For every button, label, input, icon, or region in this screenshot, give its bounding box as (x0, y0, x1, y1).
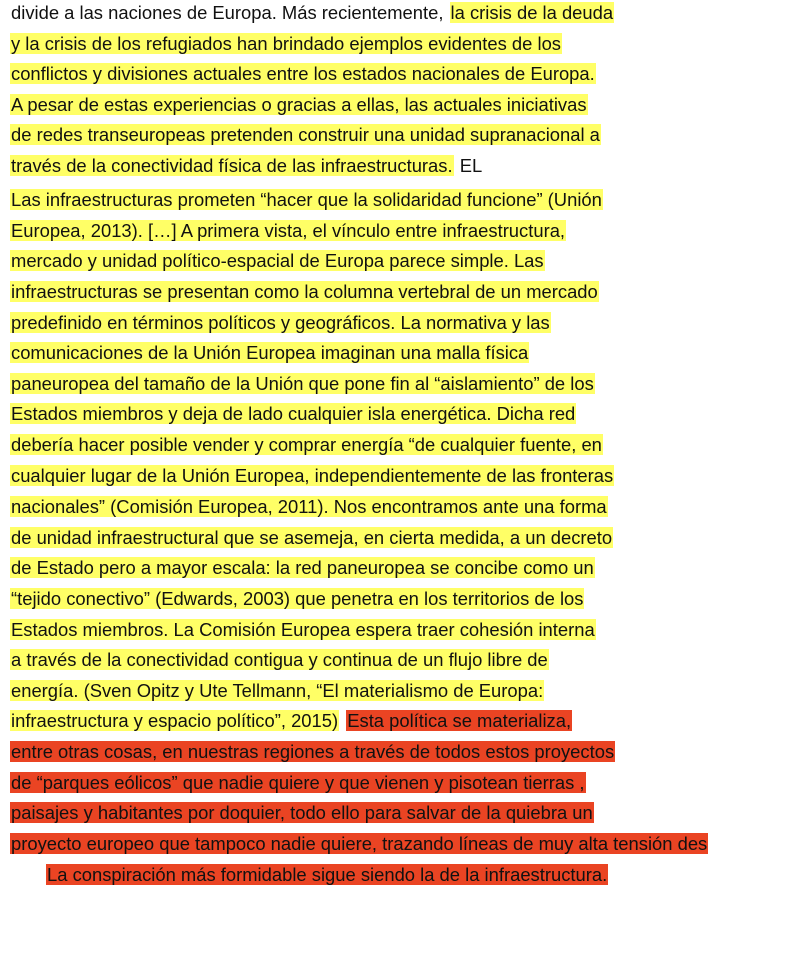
yellow-highlight: Las infraestructuras prometen “hacer que la solidaridad funcione” (Unión (11, 189, 602, 210)
red-highlight: de “parques eólicos” que nadie quiere y que vienen y pisotean tierras , (11, 772, 585, 793)
yellow-highlight: Estados miembros. La Comisión Europea espera traer cohesión interna (11, 619, 595, 640)
yellow-highlight: debería hacer posible vender y comprar energía “de cualquier fuente, en (11, 434, 602, 455)
yellow-highlight: infraestructuras se presentan como la columna vertebral de un mercado (11, 281, 598, 302)
yellow-highlight: la crisis de la deuda (450, 2, 614, 23)
text-line (10, 434, 603, 456)
text-line (10, 465, 614, 487)
text-line (10, 281, 599, 303)
text-line (10, 155, 483, 177)
text-line (10, 63, 596, 85)
yellow-highlight: comunicaciones de la Unión Europea imaginan una malla física (11, 342, 529, 363)
text-line (10, 833, 708, 855)
yellow-highlight: de unidad infraestructural que se asemeja, en cierta medida, a un decreto (11, 527, 613, 548)
yellow-highlight: Europea, 2013). […] A primera vista, el vínculo entre infraestructura, (11, 220, 566, 241)
plain-text: divide a las naciones de Europa. Más recientemente, (11, 2, 449, 23)
red-highlight: Esta política se materializa, (347, 710, 572, 731)
yellow-highlight: predefinido en términos políticos y geográficos. La normativa y las (11, 312, 550, 333)
text-line (10, 680, 544, 702)
text-line (10, 772, 586, 794)
text-line (10, 527, 613, 549)
yellow-highlight: conflictos y divisiones actuales entre los estados nacionales de Europa. (11, 63, 595, 84)
yellow-highlight: Estados miembros y deja de lado cualquier isla energética. Dicha red (11, 403, 576, 424)
text-line (10, 557, 595, 579)
yellow-highlight: cualquier lugar de la Unión Europea, independientemente de las fronteras (11, 465, 614, 486)
yellow-highlight: de Estado pero a mayor escala: la red paneuropea se concibe como un (11, 557, 594, 578)
text-line (10, 33, 562, 55)
text-line (10, 220, 566, 242)
text-line (10, 2, 614, 24)
text-line (10, 342, 529, 364)
red-highlight: La conspiración más formidable sigue siendo la de la infraestructura. (47, 864, 608, 885)
text-line (10, 189, 603, 211)
text-line (10, 403, 576, 425)
text-line (10, 649, 549, 671)
text-line (10, 496, 608, 518)
text-line (10, 741, 615, 763)
text-line (10, 619, 596, 641)
yellow-highlight: “tejido conectivo” (Edwards, 2003) que penetra en los territorios de los (11, 588, 584, 609)
yellow-highlight: a través de la conectividad contigua y continua de un flujo libre de (11, 649, 548, 670)
text-line (10, 94, 588, 116)
yellow-highlight: A pesar de estas experiencias o gracias a ellas, las actuales iniciativas (11, 94, 587, 115)
yellow-highlight: de redes transeuropeas pretenden construir una unidad supranacional a (11, 124, 600, 145)
text-line (10, 312, 551, 334)
yellow-highlight: nacionales” (Comisión Europea, 2011). Nos encontramos ante una forma (11, 496, 607, 517)
yellow-highlight: mercado y unidad político-espacial de Europa parece simple. Las (11, 250, 544, 271)
red-highlight: paisajes y habitantes por doquier, todo ello para salvar de la quiebra un (11, 802, 593, 823)
yellow-highlight: través de la conectividad física de las infraestructuras. (11, 155, 453, 176)
text-line (10, 588, 584, 610)
text-line (10, 373, 595, 395)
plain-text: EL (454, 155, 483, 176)
red-highlight: proyecto europeo que tampoco nadie quiere, trazando líneas de muy alta tensión des (11, 833, 708, 854)
red-highlight: entre otras cosas, en nuestras regiones a través de todos estos proyectos (11, 741, 615, 762)
text-line (10, 250, 545, 272)
text-line (46, 864, 608, 886)
yellow-highlight: energía. (Sven Opitz y Ute Tellmann, “El materialismo de Europa: (11, 680, 544, 701)
text-line (10, 802, 594, 824)
yellow-highlight: infraestructura y espacio político”, 2015) (11, 710, 339, 731)
yellow-highlight: y la crisis de los refugiados han brindado ejemplos evidentes de los (11, 33, 561, 54)
text-line (10, 710, 572, 732)
text-line (10, 124, 601, 146)
yellow-highlight: paneuropea del tamaño de la Unión que pone fin al “aislamiento” de los (11, 373, 594, 394)
